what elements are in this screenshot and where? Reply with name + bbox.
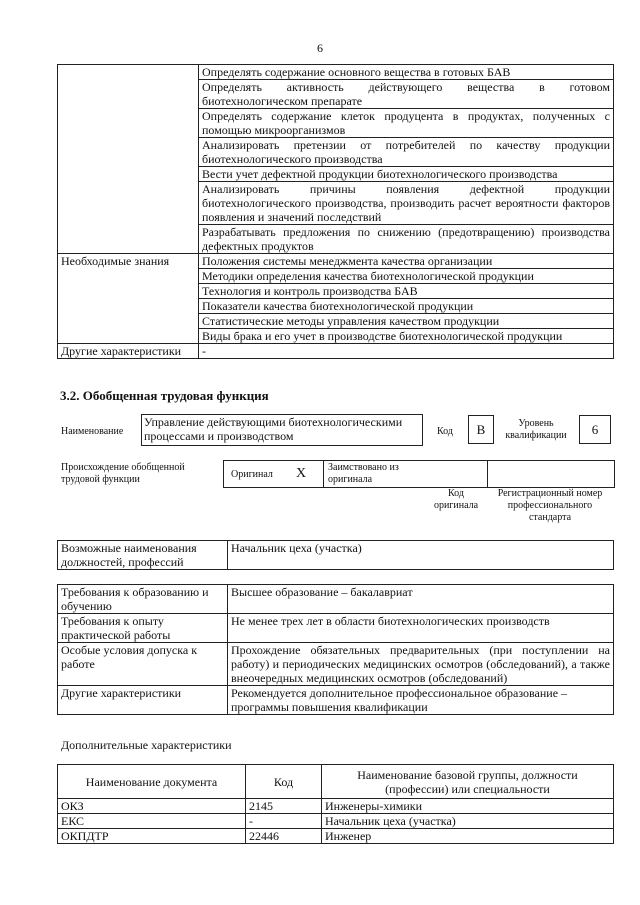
level-label: Уровень квалификации: [505, 418, 567, 441]
requirement-label: Требования к опыту практической работы: [58, 614, 228, 643]
origin-label: Происхождение обобщенной трудовой функции: [61, 462, 185, 485]
additional-table: [57, 764, 614, 844]
requirement-value: Прохождение обязательных предварительных (при поступлении на работу) и периодических медицинских осмотров (обследований), а также внеочередных медицинских осмотров (обследований): [228, 643, 614, 686]
table-cell: Начальник цеха (участка): [322, 814, 614, 829]
requirements-table: [57, 584, 614, 715]
positions-value: Начальник цеха (участка): [228, 541, 614, 570]
table-cell: ОКЗ: [58, 799, 246, 814]
other-label: Другие характеристики: [58, 344, 199, 359]
page-number: 6: [317, 41, 323, 55]
knowledge-label: Необходимые знания: [58, 254, 199, 344]
actions-table: [57, 64, 614, 359]
table-cell: 22446: [246, 829, 322, 844]
action-item: Определять содержание основного вещества в готовых БАВ: [199, 65, 614, 80]
table-cell: 2145: [246, 799, 322, 814]
code-value: B: [468, 415, 494, 444]
table-header-row: [58, 765, 614, 799]
table-row: [58, 829, 614, 844]
table-cell: ЕКС: [58, 814, 246, 829]
action-item: Анализировать претензии от потребителей по качеству продукции биотехнологического производства: [199, 138, 614, 167]
positions-label: Возможные наименования должностей, профессий: [58, 541, 228, 570]
action-item: Вести учет дефектной продукции биотехнологического производства: [199, 167, 614, 182]
table-row: [58, 643, 614, 686]
requirement-value: Не менее трех лет в области биотехнологических производств: [228, 614, 614, 643]
original-label: Оригинал: [231, 469, 273, 480]
actions-label-cell: [58, 65, 199, 254]
action-item: Разрабатывать предложения по снижению (предотвращению) производства дефектных продуктов: [199, 225, 614, 254]
column-header: Код: [246, 765, 322, 799]
other-value: -: [199, 344, 614, 359]
table-row: [58, 614, 614, 643]
section-title: 3.2. Обобщенная трудовая функция: [60, 388, 269, 403]
code-original-label: Код оригинала: [433, 488, 479, 511]
positions-table: [57, 540, 614, 570]
borrowed-label: Заимствовано из оригинала: [328, 462, 399, 485]
knowledge-item: Виды брака и его учет в производстве биотехнологической продукции: [199, 329, 614, 344]
table-row: [58, 814, 614, 829]
table-cell: Инженер: [322, 829, 614, 844]
column-header: Наименование документа: [58, 765, 246, 799]
column-header: Наименование базовой группы, должности (профессии) или специальности: [322, 765, 614, 799]
origin-divider: [323, 461, 324, 487]
origin-divider: [487, 461, 488, 487]
code-label: Код: [437, 426, 453, 437]
action-item: Определять активность действующего вещества в готовом биотехнологическом препарате: [199, 80, 614, 109]
level-value: 6: [579, 415, 611, 444]
action-item: Анализировать причины появления дефектной продукции биотехнологического производства, производить расчет вероятности факторов появления и значений последствий: [199, 182, 614, 225]
knowledge-item: Показатели качества биотехнологической продукции: [199, 299, 614, 314]
requirement-label: Другие характеристики: [58, 686, 228, 715]
requirement-label: Требования к образованию и обучению: [58, 585, 228, 614]
origin-box: [223, 460, 615, 488]
requirement-label: Особые условия допуска к работе: [58, 643, 228, 686]
table-row: [58, 254, 614, 269]
requirement-value: Рекомендуется дополнительное профессиональное образование – программы повышения квалификации: [228, 686, 614, 715]
table-row: [58, 65, 614, 80]
requirement-value: Высшее образование – бакалавриат: [228, 585, 614, 614]
knowledge-item: Технология и контроль производства БАВ: [199, 284, 614, 299]
knowledge-item: Положения системы менеджмента качества организации: [199, 254, 614, 269]
name-value: Управление действующими биотехнологическими процессами и производством: [141, 414, 423, 446]
knowledge-item: Статистические методы управления качеством продукции: [199, 314, 614, 329]
table-cell: Инженеры-химики: [322, 799, 614, 814]
knowledge-item: Методики определения качества биотехнологической продукции: [199, 269, 614, 284]
name-label: Наименование: [61, 426, 124, 437]
table-row: [58, 541, 614, 570]
table-row: [58, 799, 614, 814]
original-mark: X: [296, 466, 307, 481]
additional-title: Дополнительные характеристики: [61, 738, 232, 752]
reg-number-label: Регистрационный номер профессионального стандарта: [497, 488, 603, 523]
table-cell: ОКПДТР: [58, 829, 246, 844]
table-row: [58, 686, 614, 715]
table-cell: -: [246, 814, 322, 829]
action-item: Определять содержание клеток продуцента в продуктах, полученных с помощью микроорганизмов: [199, 109, 614, 138]
table-row: [58, 585, 614, 614]
table-row: [58, 344, 614, 359]
